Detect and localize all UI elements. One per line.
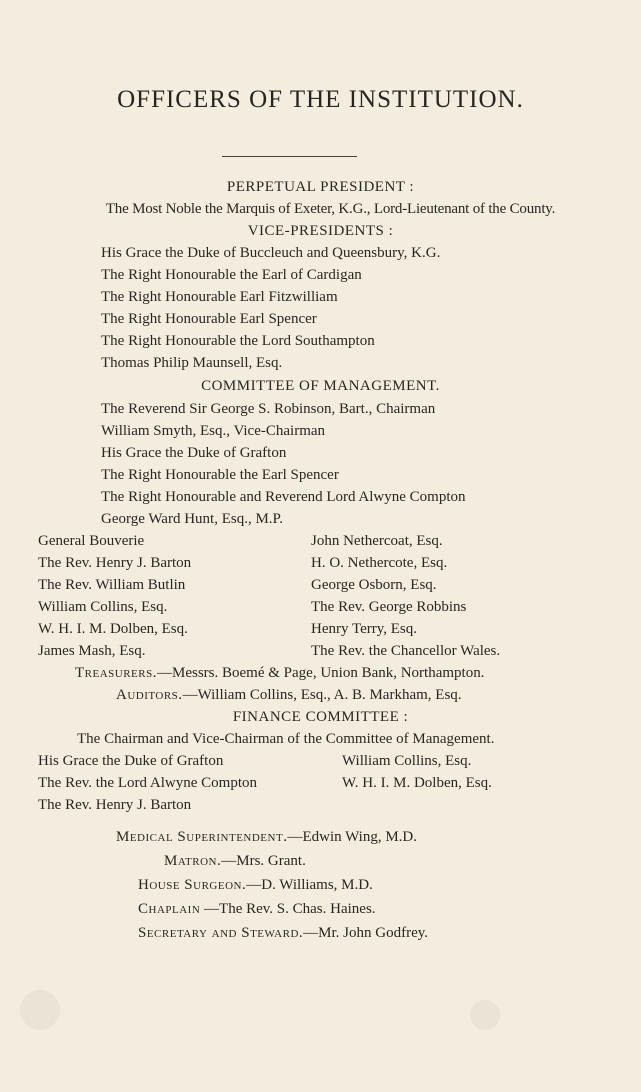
finance-member-right: W. H. I. M. Dolben, Esq. <box>342 775 492 791</box>
vice-presidents-heading: VICE-PRESIDENTS : <box>247 223 394 239</box>
finance-member-left: The Rev. Henry J. Barton <box>38 797 192 813</box>
staff-name: —Mr. John Godfrey. <box>303 925 429 941</box>
committee-member: William Smyth, Esq., Vice-Chairman <box>101 423 326 439</box>
vice-president-name: The Right Honourable Earl Spencer <box>101 311 317 327</box>
finance-member-left: The Rev. the Lord Alwyne Compton <box>38 775 257 791</box>
staff-label: Secretary and Steward. <box>138 925 304 941</box>
committee-member: His Grace the Duke of Grafton <box>101 445 287 461</box>
vice-president-name: The Right Honourable Earl Fitzwilliam <box>101 289 338 305</box>
staff-label: Matron. <box>164 853 222 869</box>
treasurers-text: —Messrs. Boemé & Page, Union Bank, Northampton. <box>157 665 485 681</box>
staff-name: —Edwin Wing, M.D. <box>287 829 417 845</box>
staff-chaplain <box>138 900 376 918</box>
committee-member: The Right Honourable and Reverend Lord Alwyne Compton <box>101 489 466 505</box>
committee-member-right: John Nethercoat, Esq. <box>311 533 443 549</box>
staff-secretary-steward <box>138 924 428 942</box>
vice-president-name: The Right Honourable the Earl of Cardigan <box>101 267 362 283</box>
staff-label: Medical Superintendent. <box>116 829 288 845</box>
staff-name: —The Rev. S. Chas. Haines. <box>200 901 376 917</box>
staff-label: Chaplain <box>138 901 201 917</box>
auditors-text: —William Collins, Esq., A. B. Markham, Esq. <box>182 687 462 703</box>
title-divider <box>222 156 357 157</box>
auditors-label: Auditors. <box>116 687 183 703</box>
committee-member: The Reverend Sir George S. Robinson, Bart., Chairman <box>101 401 436 417</box>
perpetual-president-name: The Most Noble the Marquis of Exeter, K.G., Lord-Lieutenant of the County. <box>105 201 556 217</box>
finance-member-right: William Collins, Esq. <box>342 753 472 769</box>
staff-name: —Mrs. Grant. <box>221 853 306 869</box>
committee-member-right: The Rev. George Robbins <box>311 599 467 615</box>
staff-name: —D. Williams, M.D. <box>246 877 373 893</box>
finance-intro: The Chairman and Vice-Chairman of the Committee of Management. <box>77 731 495 747</box>
finance-heading: FINANCE COMMITTEE : <box>232 709 409 725</box>
committee-member: The Right Honourable the Earl Spencer <box>101 467 339 483</box>
committee-member-right: George Osborn, Esq. <box>311 577 437 593</box>
perpetual-president-heading: PERPETUAL PRESIDENT : <box>226 179 415 195</box>
treasurers-label: Treasurers. <box>75 665 157 681</box>
committee-heading: COMMITTEE OF MANAGEMENT. <box>201 378 440 394</box>
vice-president-name: The Right Honourable the Lord Southampton <box>101 333 375 349</box>
staff-label: House Surgeon. <box>138 877 247 893</box>
auditors-line <box>116 686 462 704</box>
committee-member: George Ward Hunt, Esq., M.P. <box>101 511 283 527</box>
paper-stain <box>20 990 60 1030</box>
committee-member-left: William Collins, Esq. <box>38 599 168 615</box>
staff-medical-superintendent <box>116 828 417 846</box>
committee-member-left: The Rev. Henry J. Barton <box>38 555 192 571</box>
page-title: OFFICERS OF THE INSTITUTION. <box>117 86 524 113</box>
committee-member-left: W. H. I. M. Dolben, Esq. <box>38 621 188 637</box>
committee-member-right: Henry Terry, Esq. <box>311 621 418 637</box>
vice-president-name: His Grace the Duke of Buccleuch and Queensbury, K.G. <box>101 245 441 261</box>
committee-member-right: The Rev. the Chancellor Wales. <box>311 643 501 659</box>
finance-member-left: His Grace the Duke of Grafton <box>38 753 224 769</box>
committee-member-left: General Bouverie <box>38 533 145 549</box>
committee-member-left: James Mash, Esq. <box>38 643 146 659</box>
staff-house-surgeon <box>138 876 373 894</box>
paper-stain <box>470 1000 500 1030</box>
committee-member-left: The Rev. William Butlin <box>38 577 186 593</box>
staff-matron <box>164 852 306 870</box>
treasurers-line <box>75 664 484 682</box>
committee-member-right: H. O. Nethercote, Esq. <box>311 555 448 571</box>
vice-president-name: Thomas Philip Maunsell, Esq. <box>101 355 283 371</box>
